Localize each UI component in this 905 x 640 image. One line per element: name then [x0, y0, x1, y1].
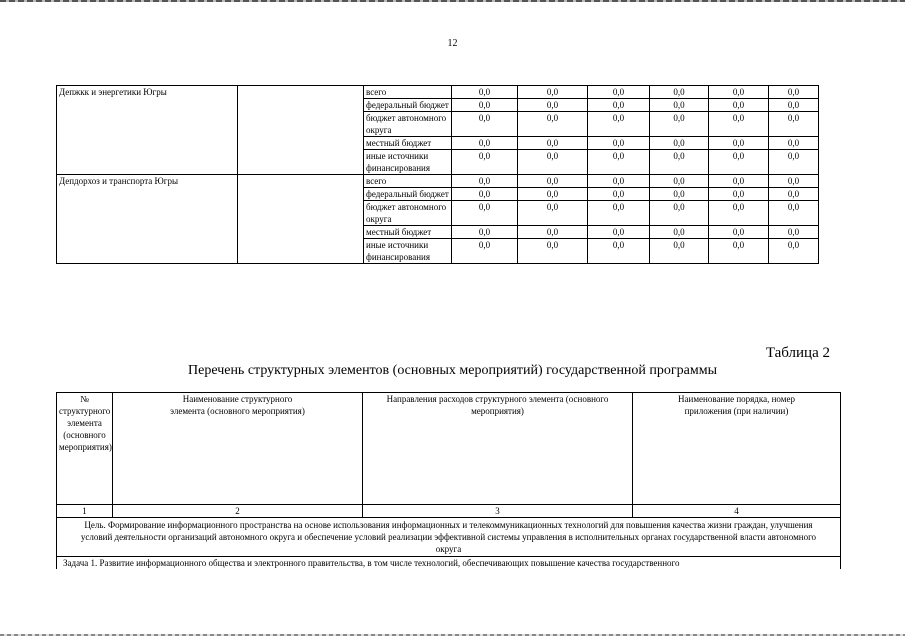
header-col1: № структурного элемента (основного мероприятия) [57, 393, 113, 505]
value-cell: 0,0 [588, 150, 650, 175]
value-cell: 0,0 [769, 86, 819, 99]
value-cell: 0,0 [588, 239, 650, 264]
finance-row [57, 86, 819, 99]
value-cell: 0,0 [650, 99, 709, 112]
value-cell: 0,0 [588, 188, 650, 201]
value-cell: 0,0 [518, 188, 588, 201]
value-cell: 0,0 [588, 226, 650, 239]
value-cell: 0,0 [452, 188, 518, 201]
table2-title: Перечень структурных элементов (основных мероприятий) государственной программы [188, 363, 717, 378]
value-cell: 0,0 [769, 226, 819, 239]
header-row [57, 393, 841, 505]
value-cell: 0,0 [650, 86, 709, 99]
value-cell: 0,0 [518, 112, 588, 137]
structural-elements-table [56, 392, 841, 569]
col-number: 4 [633, 505, 841, 518]
blank-cell [238, 86, 364, 175]
value-cell: 0,0 [452, 112, 518, 137]
value-cell: 0,0 [452, 99, 518, 112]
value-cell: 0,0 [709, 137, 769, 150]
col-number: 1 [57, 505, 113, 518]
value-cell: 0,0 [709, 86, 769, 99]
source-cell: бюджет автономного округа [364, 201, 452, 226]
value-cell: 0,0 [452, 239, 518, 264]
value-cell: 0,0 [709, 239, 769, 264]
source-cell: всего [364, 86, 452, 99]
source-cell: бюджет автономного округа [364, 112, 452, 137]
value-cell: 0,0 [650, 112, 709, 137]
value-cell: 0,0 [452, 226, 518, 239]
value-cell: 0,0 [709, 188, 769, 201]
value-cell: 0,0 [452, 137, 518, 150]
value-cell: 0,0 [518, 201, 588, 226]
source-cell: федеральный бюджет [364, 188, 452, 201]
value-cell: 0,0 [518, 150, 588, 175]
value-cell: 0,0 [650, 137, 709, 150]
finance-row [57, 175, 819, 188]
blank-cell [238, 175, 364, 264]
table2-label: Таблица 2 [765, 345, 830, 361]
goal-text: Цель. Формирование информационного пространства на основе использования информационных и телекоммуникационных технологий для повышения качества жизни граждан, улучшения условий деятельности организаций автономного округа и обеспечение условий реализации эффективной системы управления в исполнительных органах государственной власти автономного округа [57, 518, 841, 557]
value-cell: 0,0 [769, 137, 819, 150]
value-cell: 0,0 [452, 86, 518, 99]
source-cell: местный бюджет [364, 137, 452, 150]
task-text: Задача 1. Развитие информационного общества и электронного правительства, в том числе технологий, обеспечивающих повышение качества государственного [57, 557, 841, 570]
value-cell: 0,0 [518, 175, 588, 188]
executor-cell: Депжкк и энергетики Югры [57, 86, 238, 175]
value-cell: 0,0 [709, 112, 769, 137]
column-number-row [57, 505, 841, 518]
col-number: 3 [363, 505, 633, 518]
value-cell: 0,0 [518, 239, 588, 264]
value-cell: 0,0 [518, 86, 588, 99]
col-number: 2 [113, 505, 363, 518]
executor-cell: Депдорхоз и транспорта Югры [57, 175, 238, 264]
value-cell: 0,0 [769, 150, 819, 175]
value-cell: 0,0 [650, 201, 709, 226]
task-row [57, 557, 841, 570]
value-cell: 0,0 [650, 150, 709, 175]
source-cell: иные источники финансирования [364, 150, 452, 175]
value-cell: 0,0 [588, 86, 650, 99]
header-col4: Наименование порядка, номер приложения (при наличии) [633, 393, 841, 505]
source-cell: иные источники финансирования [364, 239, 452, 264]
header-col2: Наименование структурного элемента (основного мероприятия) [113, 393, 363, 505]
value-cell: 0,0 [650, 239, 709, 264]
value-cell: 0,0 [709, 175, 769, 188]
value-cell: 0,0 [650, 175, 709, 188]
source-cell: местный бюджет [364, 226, 452, 239]
value-cell: 0,0 [588, 99, 650, 112]
value-cell: 0,0 [588, 112, 650, 137]
source-cell: федеральный бюджет [364, 99, 452, 112]
value-cell: 0,0 [518, 226, 588, 239]
value-cell: 0,0 [709, 201, 769, 226]
value-cell: 0,0 [518, 99, 588, 112]
value-cell: 0,0 [588, 175, 650, 188]
scan-edge-bottom [0, 634, 905, 636]
value-cell: 0,0 [518, 137, 588, 150]
value-cell: 0,0 [452, 175, 518, 188]
financing-table [56, 85, 819, 264]
page-number: 12 [447, 38, 458, 49]
value-cell: 0,0 [588, 137, 650, 150]
value-cell: 0,0 [709, 226, 769, 239]
value-cell: 0,0 [650, 188, 709, 201]
scan-edge-top [0, 0, 905, 2]
value-cell: 0,0 [769, 112, 819, 137]
value-cell: 0,0 [709, 150, 769, 175]
value-cell: 0,0 [452, 150, 518, 175]
goal-row [57, 518, 841, 557]
value-cell: 0,0 [769, 188, 819, 201]
value-cell: 0,0 [709, 99, 769, 112]
source-cell: всего [364, 175, 452, 188]
value-cell: 0,0 [769, 239, 819, 264]
value-cell: 0,0 [769, 175, 819, 188]
header-col3: Направления расходов структурного элемента (основного мероприятия) [363, 393, 633, 505]
value-cell: 0,0 [650, 226, 709, 239]
value-cell: 0,0 [769, 99, 819, 112]
value-cell: 0,0 [769, 201, 819, 226]
value-cell: 0,0 [452, 201, 518, 226]
value-cell: 0,0 [588, 201, 650, 226]
